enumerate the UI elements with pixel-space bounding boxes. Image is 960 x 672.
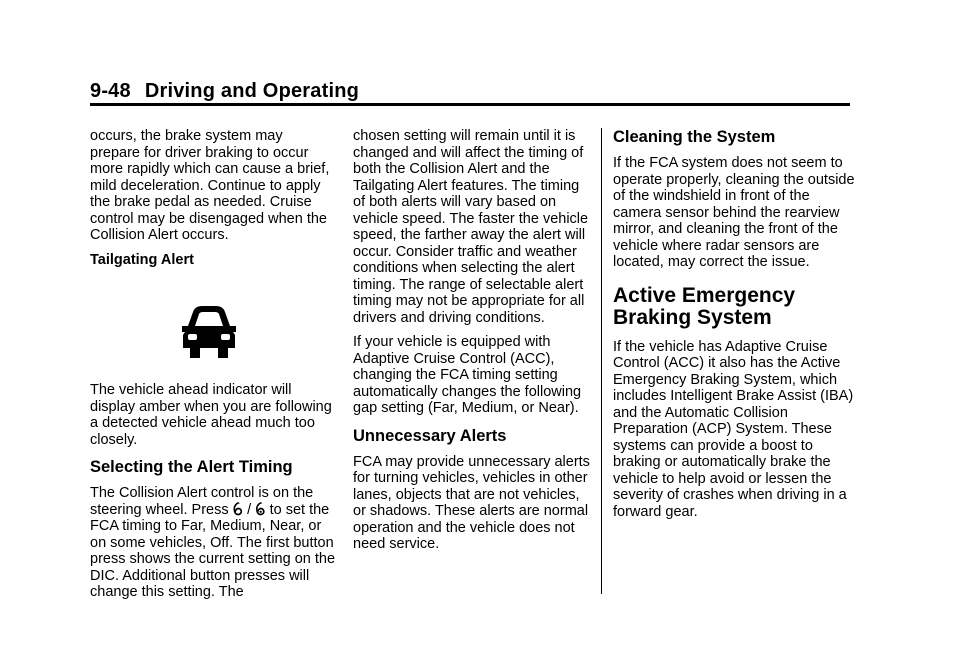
acc-paragraph: If your vehicle is equipped with Adaptive Cruise Control (ACC), changing the FCA timing setting automatically changes the following gap setting (Far, Medium, or Near). xyxy=(353,334,582,416)
header-rule xyxy=(90,103,850,106)
column-3 xyxy=(613,128,857,528)
page-number: 9-48 xyxy=(90,80,131,102)
cleaning-system-heading: Cleaning the System xyxy=(613,128,776,146)
unnecessary-alerts-paragraph: FCA may provide unnecessary alerts for turning vehicles, vehicles in other lanes, objects that are not vehicles, or shadows. These alerts are normal operation and the vehicle does not need service. xyxy=(353,453,590,552)
cleaning-paragraph: If the FCA system does not seem to operate properly, cleaning the outside of the windshield in front of the camera sensor behind the rearview mirror, and cleaning the front of the vehicle where radar sensors are located, may correct the issue. xyxy=(613,155,855,270)
section-title: Driving and Operating xyxy=(144,80,360,102)
timing-text-pre: The Collision Alert control is on the steering wheel. Press xyxy=(90,485,314,518)
tailgating-alert-heading: Tailgating Alert xyxy=(90,251,194,268)
aeb-paragraph: If the vehicle has Adaptive Cruise Control (ACC) it also has the Active Emergency Braking System, which includes Intelligent Brake Assist (IBA) and the Automatic Collision Preparation (ACP) System. These systems can provide a boost to braking or automatically brake the vehicle to help avoid or lessen the severity of crashes when driving in a forward gear. xyxy=(613,338,854,520)
timing-separator: / xyxy=(243,501,256,518)
column-divider xyxy=(601,128,602,594)
column-1 xyxy=(90,128,336,609)
timing-continued-paragraph: chosen setting will remain until it is changed and will affect the timing of both the Collision Alert and the Tailgating Alert features. The timing of both alerts will vary based on vehicle speed. The faster the vehicle speed, the farther away the alert will occur. Consider traffic and weather conditions when selecting the alert timing. The range of selectable alert timing may not be appropriate for all drivers and driving conditions. xyxy=(353,128,589,326)
timing-text-post: to set the FCA timing to Far, Medium, Near, or on some vehicles, Off. The first button press shows the current setting on the DIC. Additional button presses will change this setting. The xyxy=(90,501,336,600)
page-header xyxy=(90,80,359,103)
unnecessary-alerts-heading: Unnecessary Alerts xyxy=(353,426,507,445)
following-gap-icon: ꕃ xyxy=(232,499,244,519)
active-emergency-braking-heading: Active Emergency Braking System xyxy=(613,283,796,329)
vehicle-ahead-icon xyxy=(178,302,240,364)
timing-paragraph xyxy=(90,485,336,601)
intro-paragraph: occurs, the brake system may prepare for driver braking to occur more rapidly which can cause a brief, mild deceleration. Continue to apply the brake pedal as needed. Cruise control may be disengaged when the Collision Alert occurs. xyxy=(90,128,330,243)
indicator-paragraph: The vehicle ahead indicator will display amber when you are following a detected vehicle ahead much too closely. xyxy=(90,382,332,448)
collision-alert-icon: ꕄ xyxy=(255,499,266,519)
selecting-alert-timing-heading: Selecting the Alert Timing xyxy=(90,458,293,476)
column-2 xyxy=(353,128,593,561)
vehicle-ahead-indicator xyxy=(90,276,336,382)
